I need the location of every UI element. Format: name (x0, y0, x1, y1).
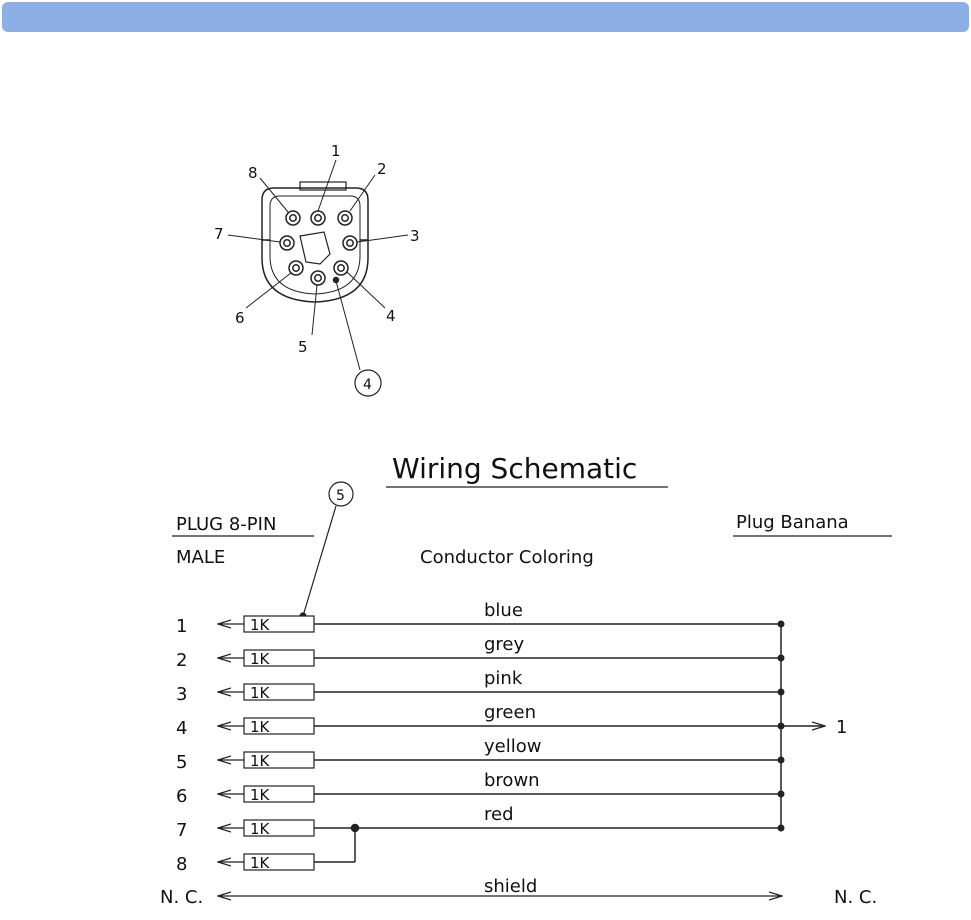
conductor-color-label: yellow (484, 736, 542, 757)
pin-number-1: 1 (176, 616, 188, 637)
pin-label-6: 6 (235, 309, 245, 327)
conductor-color-label: green (484, 702, 536, 723)
pin-number-8: 8 (176, 854, 188, 875)
pin-label-5: 5 (298, 338, 308, 356)
pin-number-3: 3 (176, 684, 188, 705)
output-label: 1 (836, 717, 848, 738)
conductor-color-label: blue (484, 600, 523, 621)
pin-label-8: 8 (248, 164, 258, 182)
pin-number-7: 7 (176, 820, 188, 841)
conductor-color-label: brown (484, 770, 540, 791)
shield-left-nc: N. C. (160, 887, 204, 908)
pin-number-6: 6 (176, 786, 188, 807)
callout-4-label: 4 (363, 377, 372, 393)
right-header: Plug Banana (736, 512, 849, 533)
conductor-color-label: red (484, 804, 514, 825)
resistor-label: 1K (250, 854, 270, 872)
resistor-label: 1K (250, 718, 270, 736)
left-header-line1: PLUG 8-PIN (176, 514, 277, 535)
conductor-color-label: pink (484, 668, 523, 689)
resistor-label: 1K (250, 752, 270, 770)
connector-front-view (228, 160, 408, 396)
pin-number-5: 5 (176, 752, 188, 773)
pin-label-4: 4 (386, 307, 396, 325)
pin-label-2: 2 (377, 160, 387, 178)
callout-5-label: 5 (336, 488, 345, 504)
center-header: Conductor Coloring (420, 547, 594, 568)
shield-label: shield (484, 876, 538, 897)
conductor-color-label: grey (484, 634, 525, 655)
resistor-label: 1K (250, 650, 270, 668)
pin-number-4: 4 (176, 718, 188, 739)
pin-label-3: 3 (410, 227, 420, 245)
resistor-label: 1K (250, 786, 270, 804)
shield-right-nc: N. C. (834, 887, 878, 908)
schematic-title: Wiring Schematic (392, 452, 638, 485)
resistor-label: 1K (250, 684, 270, 702)
pin-label-1: 1 (331, 142, 341, 160)
pin-number-2: 2 (176, 650, 188, 671)
schematic-rows (176, 600, 785, 875)
pin-label-7: 7 (214, 225, 224, 243)
left-header-line2: MALE (176, 547, 226, 568)
connector-pin-labels (214, 142, 420, 393)
resistor-label: 1K (250, 616, 270, 634)
resistor-label: 1K (250, 820, 270, 838)
banana-bus (314, 624, 825, 862)
